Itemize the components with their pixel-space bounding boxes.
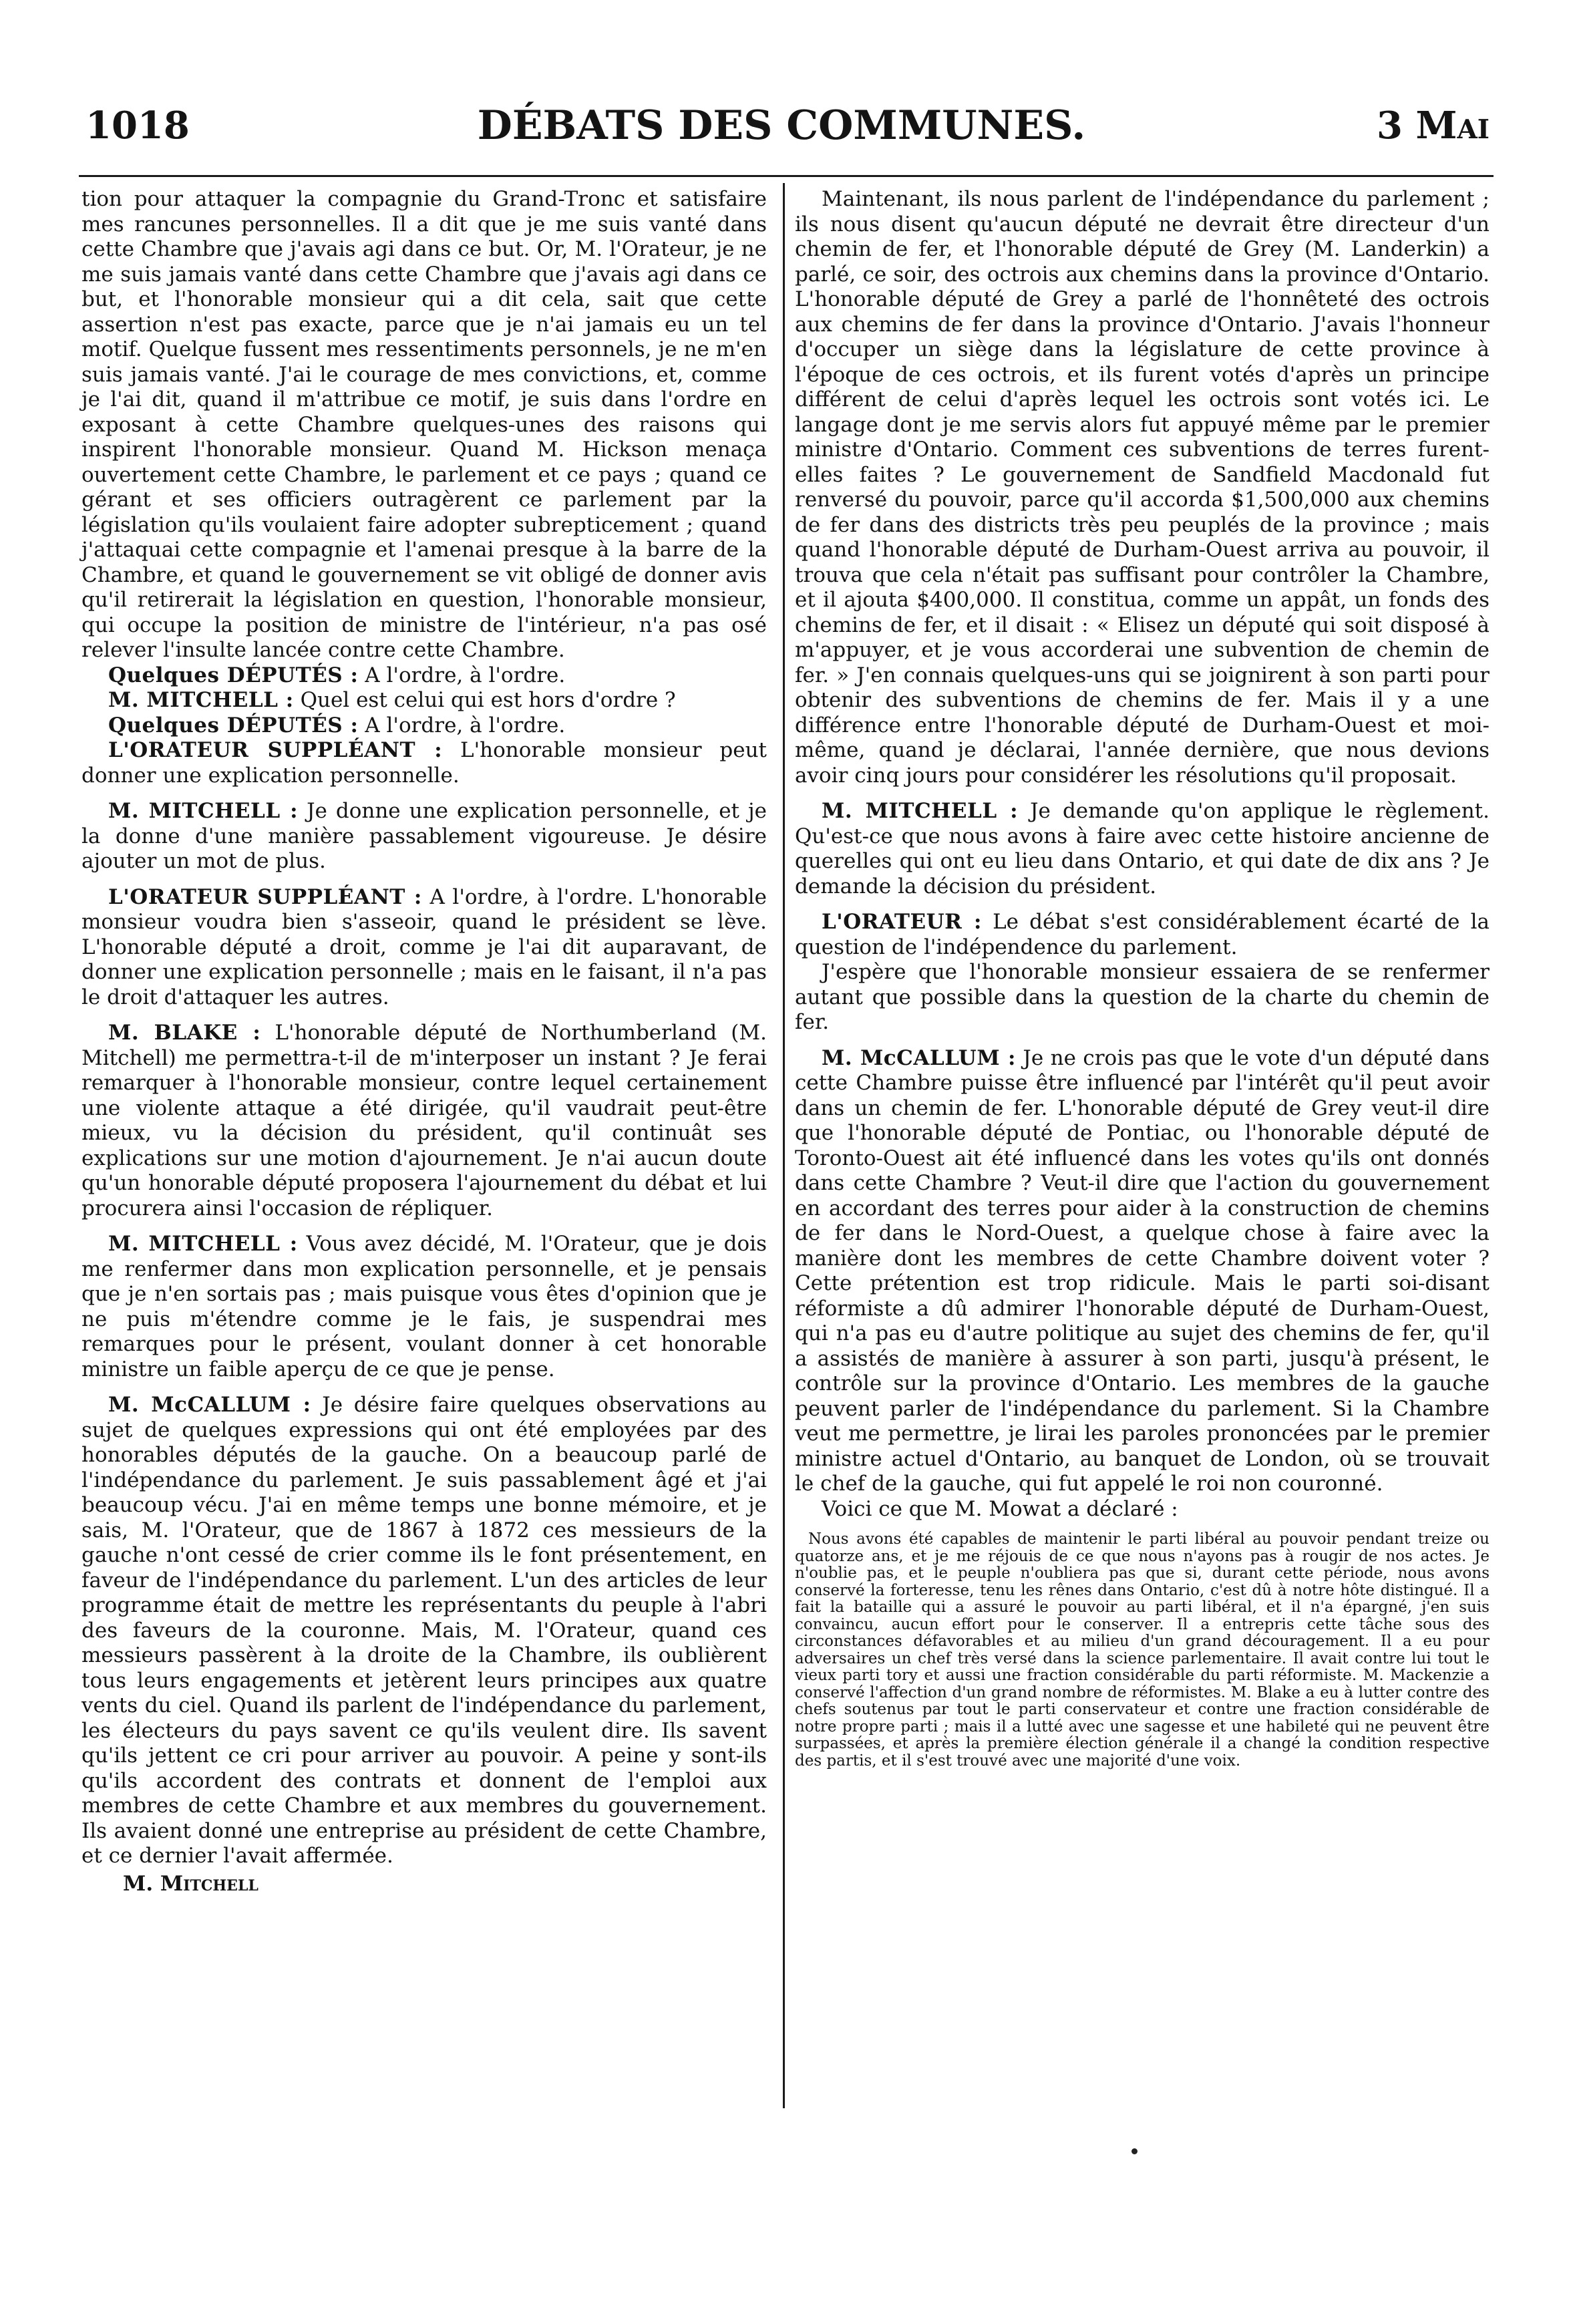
speech-text: Je désire faire quelques observations au sujet de quelques expressions qui ont été employées par des honorables députés de la gauche. On a beaucoup parlé de l'indépendance du parlement. Je suis passablement âgé et j'ai beaucoup vécu. J'ai en même temps une bonne mémoire, et je sais, M. l'Orateur, que de 1867 à 1872 ces messieurs de la gauche n'ont cessé de crier comme ils le font présentement, en faveur de l'indépendance du parlement. L'un des articles de leur programme était de mettre les représentants du peuple à l'abri des faveurs de la couronne. Mais, M. l'Orateur, quand ces messieurs passèrent à la droite de la Chambre, ils oublièrent tous leurs engagements et jetèrent leurs principes aux quatre vents du ciel. Quand ils parlent de l'indépendance du parlement, les électeurs du pays savent ce qu'ils veulent dire. Ils savent qu'ils jettent ce cri pour arriver au pouvoir. A peine y sont-ils qu'ils accordent des contrats et donnent de l'emploi aux membres de cette Chambre et aux membres du gouvernement. Ils avaient donné une entreprise au président de cette Chambre, et ce dernier l'avait affermée. (81, 1393, 767, 1868)
speaker-name: Quelques DÉPUTÉS : (108, 663, 359, 687)
speech-text: Je ne crois pas que le vote d'un député dans cette Chambre puisse être influencé par l'intérêt qu'il peut avoir dans un chemin de fer. L'honorable député de Grey veut-il dire que l'honorable député de Pontiac, ou l'honorable député de Toronto-Ouest ait été influencé dans les votes qu'ils ont donnés dans cette Chambre ? Veut-il dire que l'action du gouvernement en accordant des terres pour aider à la construction de chemins de fer dans le Nord-Ouest, a quelque chose à faire avec la manière dont les membres de cette Chambre doivent voter ? Cette prétention est trop ridicule. Mais le parti soi-disant réformiste a dû admirer l'honorable député de Durham-Ouest, qui n'a pas eu d'autre politique au sujet des chemins de fer, qu'il a assistés de manière à assurer à son parti, jusqu'à présent, le contrôle sur la province d'Ontario. Les membres de la gauche peuvent parler de l'indépendance du parlement. Si la Chambre veut me permettre, je lirai les paroles prononcées par le premier ministre actuel d'Ontario, au banquet de London, où se trouvait le chef de la gauche, qui fut appelé le roi non couronné. (795, 1045, 1490, 1496)
paragraph (795, 1046, 1490, 1497)
speech-text: Quel est celui qui est hors d'ordre ? (300, 688, 676, 712)
speaker-name: M. BLAKE : (108, 1021, 261, 1045)
speech-text: A l'ordre, à l'ordre. (365, 713, 566, 737)
page-header (67, 99, 1496, 152)
paragraph (81, 1021, 767, 1221)
paragraph: Voici ce que M. Mowat a déclaré : (822, 1496, 1178, 1521)
paragraph (81, 688, 767, 713)
ink-speck (1131, 2148, 1138, 2154)
right-column (795, 187, 1490, 1770)
paragraph (81, 1232, 767, 1382)
paragraph (81, 1393, 767, 1869)
speech-text: Vous avez décidé, M. l'Orateur, que je dois me renfermer dans mon explication personnelle, et je pensais que je n'en sortais pas ; mais puisque vous êtes d'opinion que je ne puis m'étendre comme je le fais, je suspendrai mes remarques pour le présent, voulant donner à cet honorable ministre un faible aperçu de ce que je pense. (81, 1232, 767, 1381)
speaker-name: L'ORATEUR : (822, 910, 982, 934)
paragraph: J'espère que l'honorable monsieur essaiera de se renfermer autant que possible dans la question de la charte du chemin de fer. (795, 960, 1490, 1034)
speech-text: L'honorable monsieur peut donner une explication personnelle. (81, 738, 767, 788)
speech-text: A l'ordre, à l'ordre. (365, 663, 566, 687)
paragraph: Maintenant, ils nous parlent de l'indépendance du parlement ; ils nous disent qu'aucun député ne devrait être directeur d'un chemin de fer, et l'honorable député de Grey (M. Landerkin) a parlé, ce soir, des octrois aux chemins dans la province d'Ontario. L'honorable député de Grey a parlé de l'honnêteté des octrois aux chemins de fer dans la province d'Ontario. J'avais l'honneur d'occuper un siège dans la législature de cette province à l'époque de ces octrois, et ils furent votés d'après un principe différent de celui d'après lequel les octrois sont votés ici. Le langage dont je me servis alors fut appuyé même par le premier ministre d'Ontario. Comment ces subventions de terres furent-elles faites ? Le gouvernement de Sandfield Macdonald fut renversé du pouvoir, parce qu'il accorda $1,500,000 aux chemins de fer dans des districts très peu peuplés de la province ; mais quand l'honorable député de Durham-Ouest arriva au pouvoir, il trouva que cela n'était pas suffisant pour contrôler la Chambre, et il ajouta $400,000. Il constitua, comme un appât, un fonds des chemins de fer, et il disait : « Elisez un député qui soit disposé à m'appuyer, et je vous accorderai une subvention de chemin de fer. » J'en connais quelques-uns qui se joignirent à son parti pour obtenir des subventions de chemins de fer. Mais il y a une différence entre l'honorable député de Durham-Ouest et moi-même, quand je déclarai, l'année dernière, que nous devions avoir cinq jours pour considérer les résolutions qu'il proposait. (795, 187, 1490, 788)
paragraph (795, 910, 1490, 960)
speaker-name: M. McCALLUM : (108, 1393, 311, 1417)
speech-text: Je donne une explication personnelle, et je la donne d'une manière passablement vigoureuse. Je désire ajouter un mot de plus. (81, 799, 767, 873)
speech-text: Le débat s'est considérablement écarté de la question de l'indépendence du parlement. (795, 910, 1490, 959)
header-rule (79, 175, 1494, 177)
speech-text: A l'ordre, à l'ordre. L'honorable monsieur voudra bien s'asseoir, quand le président se lève. L'honorable député a droit, comme je l'ai dit auparavant, de donner une explication personnelle ; mais en le faisant, il n'a pas le droit d'attaquer les autres. (81, 884, 767, 1009)
speech-text: Je demande qu'on applique le règlement. Qu'est-ce que nous avons à faire avec cette histoire ancienne de querelles qui ont eu lieu dans Ontario, et qui date de dix ans ? Je demande la décision du président. (795, 799, 1490, 898)
page-number: 1018 (85, 104, 190, 148)
paragraph (81, 713, 767, 739)
paragraph: tion pour attaquer la compagnie du Grand-Tronc et satisfaire mes rancunes personnelles. Il a dit que je me suis vanté dans cette Chambre que j'avais agi dans ce but. Or, M. l'Orateur, je ne me suis jamais vanté dans cette Chambre que j'avais agi dans ce but, et l'honorable monsieur qui a dit cela, sait que cette assertion n'est pas exacte, parce que je n'ai jamais eu un tel motif. Quelque fussent mes ressentiments personnels, je ne m'en suis jamais vanté. J'ai le courage de mes convictions, et, comme je l'ai dit, quand il m'attribue ce motif, je suis dans l'ordre en exposant à cette Chambre quelques-unes des raisons qui inspirent l'honorable monsieur. Quand M. Hickson menaça ouvertement cette Chambre, le parlement et ce pays ; quand ce gérant et ses officiers outragèrent ce parlement par la législation qu'ils voulaient faire adopter subrepticement ; quand j'attaquai cette compagnie et l'amenai presque à la barre de la Chambre, et quand le gouvernement se vit obligé de donner avis qu'il retirerait la législation en question, l'honorable monsieur, qui occupe la position de ministre de l'intérieur, n'a pas osé relever l'insulte lancée contre cette Chambre. (81, 187, 767, 662)
speaker-name: L'ORATEUR SUPPLÉANT : (108, 738, 443, 762)
paragraph (81, 663, 767, 689)
continuation-signature: M. Mitchell (123, 1871, 258, 1896)
speaker-name: M. MITCHELL : (822, 799, 1019, 823)
paragraph (795, 799, 1490, 899)
paragraph (81, 738, 767, 788)
speaker-name: M. MITCHELL : (108, 688, 294, 712)
speaker-name: L'ORATEUR SUPPLÉANT : (108, 884, 422, 909)
speech-text: L'honorable député de Northumberland (M. Mitchell) me permettra-t-il de m'interposer un instant ? Je ferai remarquer à l'honorable monsieur, contre lequel certainement une violente attaque a été dirigée, qu'il vaudrait peut-être mieux, vu la décision du président, qu'il continuât ses explications sur une motion d'ajournement. Je n'ai aucun doute qu'un honorable député proposera l'ajournement du débat et lui procurera ainsi l'occasion de répliquer. (81, 1021, 767, 1220)
speaker-name: M. McCALLUM : (822, 1045, 1016, 1070)
column-divider (783, 183, 785, 2108)
speaker-name: M. MITCHELL : (108, 1232, 298, 1256)
speaker-name: Quelques DÉPUTÉS : (108, 713, 359, 737)
page-date: 3 Mai (1377, 104, 1490, 148)
paragraph (81, 885, 767, 1011)
block-quote: Nous avons été capables de maintenir le parti libéral au pouvoir pendant treize ou quatorze ans, et je me réjouis de ce que nous n'ayons pas à rougir de nos actes. Je n'oublie pas, et le peuple n'oubliera pas que si, durant cette période, nous avons conservé la forteresse, tenu les rênes dans Ontario, c'est dû à notre hôte distingué. Il a fait la bataille qui a assuré le pouvoir au parti libéral, et il n'a épargné, j'en suis convaincu, aucun effort pour le conserver. Il a entrepris cette tâche sous des circonstances défavorables et au milieu d'un grand découragement. Il a eu pour adversaires un chef très versé dans la science parlementaire. Il avait contre lui tout le vieux parti tory et aussi une fraction considérable du parti réformiste. M. Mackenzie a conservé l'affection d'un grand nombre de réformistes. M. Blake a eu à lutter contre des chefs soutenus par tout le parti conservateur et contre une fraction considérable de notre propre parti ; mais il a lutté avec une sagesse et une habileté qui ne peuvent être surpassées, et après la première élection générale il a changé la condition respective des partis, et il s'est trouvé avec une majorité d'une voix. (795, 1530, 1490, 1770)
speaker-name: M. MITCHELL : (108, 799, 299, 823)
left-column (81, 187, 767, 1896)
page-title: DÉBATS DES COMMUNES. (477, 102, 1086, 149)
paragraph (81, 799, 767, 874)
